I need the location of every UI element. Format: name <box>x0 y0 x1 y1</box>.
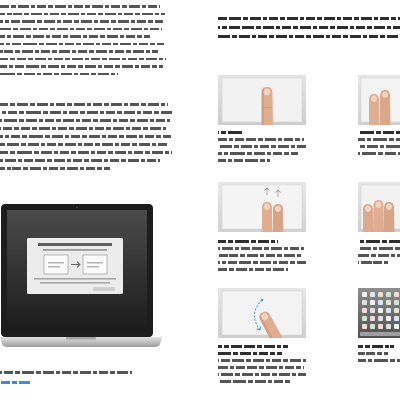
text-line <box>218 159 270 162</box>
text-line <box>218 26 400 29</box>
app-icon <box>386 292 391 297</box>
text-line <box>358 138 400 141</box>
text-line <box>218 373 306 376</box>
app-icon <box>370 292 375 297</box>
app-icon <box>378 316 383 321</box>
setup-dialog <box>27 238 123 294</box>
text-line <box>0 381 30 384</box>
app-icon <box>370 308 375 313</box>
text-line <box>218 247 304 250</box>
app-icon <box>386 308 391 313</box>
app-icon <box>370 324 375 329</box>
text-line <box>218 131 242 134</box>
dialog-window <box>27 238 123 294</box>
dock-bar <box>360 332 400 336</box>
text-line <box>218 17 400 20</box>
dialog-source-box <box>44 255 68 274</box>
text-line <box>0 119 170 122</box>
finger <box>262 87 274 125</box>
text-line <box>0 28 162 31</box>
dialog-target-box <box>83 255 107 274</box>
gesture-photo-5 <box>218 288 306 338</box>
text-line <box>0 58 166 61</box>
text-line <box>0 103 168 106</box>
app-icon <box>362 308 367 313</box>
dialog-title-line <box>38 243 112 246</box>
text-line <box>218 366 304 369</box>
app-icon <box>362 300 367 305</box>
text-line <box>218 268 288 271</box>
text-line <box>0 371 132 374</box>
finger <box>380 90 391 125</box>
app-icon <box>394 316 399 321</box>
text-line <box>358 131 400 134</box>
app-icon <box>386 300 391 305</box>
app-icon <box>362 292 367 297</box>
app-icon <box>394 292 399 297</box>
dialog-body-line <box>34 278 116 280</box>
text-line <box>0 43 164 46</box>
text-line <box>0 73 118 76</box>
app-icon <box>362 324 367 329</box>
app-icon <box>362 316 367 321</box>
laptop-camera <box>76 207 78 209</box>
text-line <box>218 261 306 264</box>
laptop-lid-notch <box>66 337 96 340</box>
dialog-target-line <box>87 266 99 268</box>
app-icon <box>394 300 399 305</box>
text-line <box>0 135 171 138</box>
text-line <box>0 5 160 8</box>
text-line <box>358 152 400 155</box>
dialog-subtitle-line <box>43 249 107 251</box>
finger <box>369 94 380 125</box>
text-line <box>0 111 172 114</box>
app-icon <box>370 300 375 305</box>
text-line <box>218 145 306 148</box>
text-line <box>358 345 394 348</box>
text-line <box>358 261 388 264</box>
app-icon <box>370 316 375 321</box>
text-line <box>358 254 400 257</box>
text-line <box>0 50 158 53</box>
app-icon <box>386 324 391 329</box>
app-icon <box>386 316 391 321</box>
gesture-photo-3 <box>218 182 306 232</box>
app-icon <box>394 324 399 329</box>
text-line <box>0 167 110 170</box>
finger <box>273 204 284 232</box>
app-icon <box>394 308 399 313</box>
text-line <box>358 352 388 355</box>
text-line <box>358 247 400 250</box>
finger <box>262 202 273 232</box>
dialog-source-line <box>48 266 60 268</box>
dialog-source-line <box>48 262 64 264</box>
text-line <box>358 145 400 148</box>
gesture-photo-1 <box>218 75 306 125</box>
text-line <box>0 127 166 130</box>
text-line <box>218 352 282 355</box>
app-icon <box>378 300 383 305</box>
finger <box>363 204 374 232</box>
text-line <box>0 151 172 154</box>
text-line <box>358 359 400 362</box>
text-line <box>218 240 278 243</box>
text-line <box>218 152 298 155</box>
text-line <box>218 345 288 348</box>
dialog-body-line <box>40 282 110 284</box>
text-line <box>0 65 163 68</box>
app-icon <box>378 292 383 297</box>
text-line <box>218 138 304 141</box>
text-line <box>218 380 290 383</box>
finger <box>384 202 395 232</box>
finger <box>374 200 385 232</box>
text-line <box>0 20 163 23</box>
dialog-button <box>93 287 115 291</box>
text-line <box>218 254 302 257</box>
text-line <box>358 240 400 243</box>
gesture-photo-2 <box>358 75 400 125</box>
text-line <box>218 359 306 362</box>
text-line <box>0 143 169 146</box>
gesture-photo-4 <box>358 182 400 232</box>
dialog-target-line <box>87 262 103 264</box>
gesture-photo-6 <box>358 288 400 338</box>
laptop-photo <box>0 198 166 350</box>
text-line <box>0 13 165 16</box>
text-line <box>0 159 160 162</box>
text-line <box>218 35 400 38</box>
app-icon <box>378 308 383 313</box>
app-icon <box>378 324 383 329</box>
text-line <box>0 35 150 38</box>
